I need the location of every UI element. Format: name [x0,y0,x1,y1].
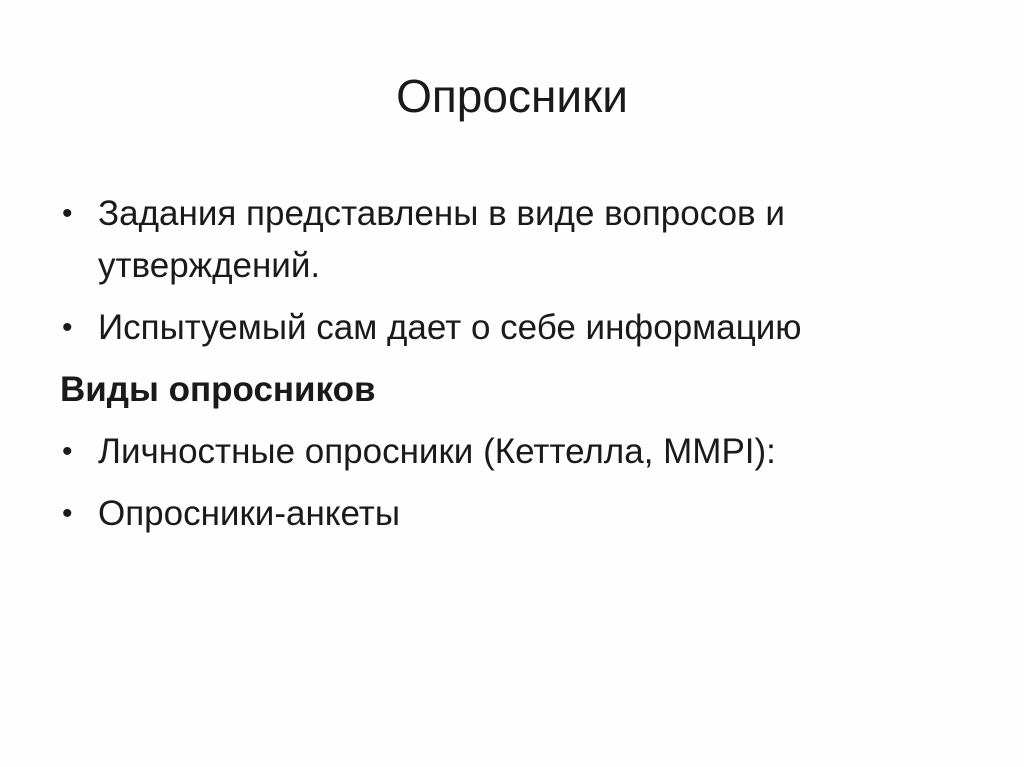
slide-title: Опросники [396,70,628,122]
bullet-marker: • [62,435,73,468]
bullet-item [60,188,980,292]
bullet-item [60,302,980,354]
section-heading: Виды опросников [60,370,376,409]
bullet-text: Испытуемый сам дает о себе информацию [98,308,802,347]
bullet-marker: • [62,497,73,530]
bullet-item [60,426,980,478]
slide-content [60,188,980,550]
bullet-text: Опросники-анкеты [98,494,400,533]
bullet-text: Личностные опросники (Кеттелла, MMPI): [98,432,776,471]
bullet-marker: • [62,197,73,230]
bullet-item [60,488,980,540]
bullet-marker: • [62,311,73,344]
bullet-text: Задания представлены в виде вопросов и утверждений. [98,194,785,285]
